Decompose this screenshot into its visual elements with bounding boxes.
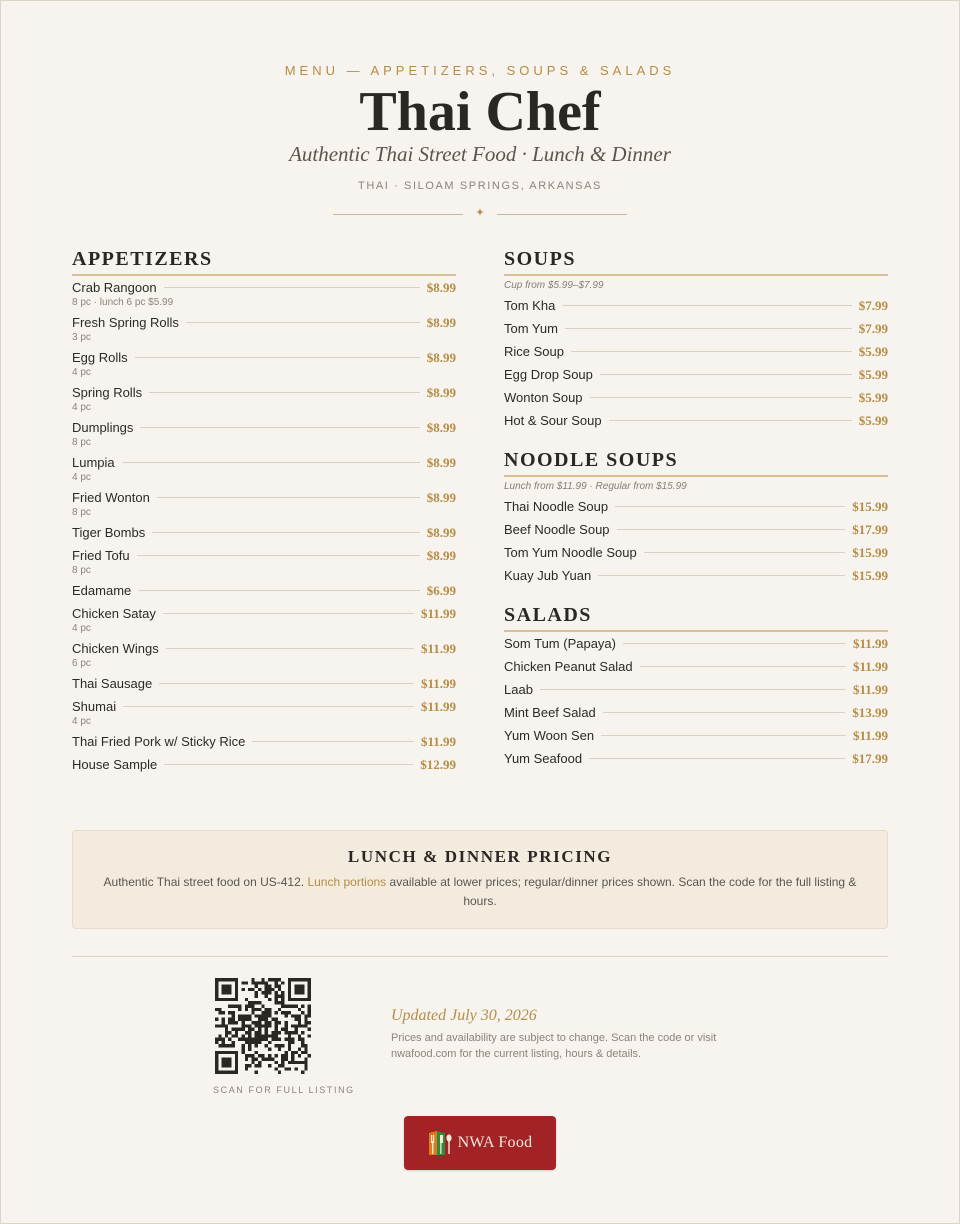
menu-item-row — [72, 312, 456, 334]
menu-item — [72, 312, 456, 344]
menu-item-name: Beef Noodle Soup — [504, 522, 610, 537]
menu-item — [504, 410, 888, 432]
lunch-portions-highlight: Lunch portions — [307, 875, 387, 889]
pricing-callout — [72, 830, 888, 929]
menu-item-price: $5.99 — [858, 344, 888, 359]
menu-item — [72, 754, 456, 776]
menu-item-row — [504, 702, 888, 724]
location-line: THAI · SILOAM SPRINGS, ARKANSAS — [358, 180, 602, 192]
dot-leader — [137, 555, 420, 556]
menu-item — [72, 580, 456, 602]
menu-item-price: $8.99 — [426, 280, 456, 295]
menu-item-name: Kuay Jub Yuan — [504, 568, 592, 583]
menu-item-price: $8.99 — [426, 490, 456, 505]
menu-item — [72, 417, 456, 449]
menu-item-price: $8.99 — [426, 548, 456, 563]
right-column — [504, 247, 888, 770]
qr-block — [213, 978, 353, 1095]
menu-item — [504, 542, 888, 564]
menu-item-name: Som Tum (Papaya) — [504, 636, 616, 651]
dot-leader — [186, 322, 420, 323]
menu-item-row — [72, 417, 456, 439]
menu-item-price: $8.99 — [426, 420, 456, 435]
menu-item-price: $11.99 — [420, 699, 456, 714]
menu-item-name: Shumai — [72, 699, 117, 714]
menu-item-note: 8 pc — [72, 437, 91, 448]
menu-kicker: MENU — APPETIZERS, SOUPS & SALADS — [284, 63, 676, 78]
menu-item-row — [504, 318, 888, 340]
menu-item-price: $11.99 — [420, 734, 456, 749]
left-column — [72, 247, 456, 776]
qr-code-icon[interactable] — [215, 978, 311, 1074]
menu-item — [504, 295, 888, 317]
menu-item-price: $11.99 — [852, 636, 888, 651]
menu-item — [504, 364, 888, 386]
menu-item-name: Thai Fried Pork w/ Sticky Rice — [72, 734, 246, 749]
salads-list — [504, 633, 888, 770]
menu-item-name: Mint Beef Salad — [504, 705, 596, 720]
menu-item-row — [72, 754, 456, 776]
menu-item — [504, 341, 888, 363]
star-ornament-icon: ✦ — [475, 207, 485, 219]
menu-item-name: Thai Noodle Soup — [504, 499, 609, 514]
menu-item-row — [72, 603, 456, 625]
menu-item-price: $8.99 — [426, 385, 456, 400]
menu-item-name: House Sample — [72, 757, 158, 772]
menu-item-row — [504, 679, 888, 701]
menu-item — [72, 277, 456, 309]
menu-item-row — [72, 731, 456, 753]
dot-leader — [166, 648, 414, 649]
menu-item-price: $5.99 — [858, 367, 888, 382]
menu-item — [504, 679, 888, 701]
utensils-logo-icon — [428, 1129, 454, 1157]
soups-section — [504, 247, 888, 432]
menu-item-row — [72, 347, 456, 369]
menu-item — [72, 452, 456, 484]
menu-item-price: $12.99 — [420, 757, 456, 772]
ornament-divider — [333, 206, 627, 222]
dot-leader — [540, 689, 846, 690]
menu-item-row — [504, 519, 888, 541]
menu-item — [72, 347, 456, 379]
menu-item-price: $8.99 — [426, 455, 456, 470]
dot-leader — [640, 666, 846, 667]
dot-leader — [601, 735, 846, 736]
menu-item-name: Chicken Wings — [72, 641, 159, 656]
footer-divider — [72, 956, 888, 957]
menu-item-row — [504, 725, 888, 747]
dot-leader — [609, 420, 852, 421]
restaurant-name: Thai Chef — [359, 81, 601, 143]
menu-item-name: Laab — [504, 682, 533, 697]
dot-leader — [163, 613, 414, 614]
dot-leader — [164, 287, 420, 288]
menu-item-price: $5.99 — [858, 413, 888, 428]
menu-item-name: Edamame — [72, 583, 132, 598]
menu-item-name: Chicken Satay — [72, 606, 156, 621]
menu-item-name: Spring Rolls — [72, 385, 143, 400]
menu-item-name: Tiger Bombs — [72, 525, 146, 540]
dot-leader — [623, 643, 846, 644]
menu-item — [504, 748, 888, 770]
menu-item-row — [504, 565, 888, 587]
section-title: NOODLE SOUPS — [504, 448, 888, 477]
menu-item-price: $8.99 — [426, 315, 456, 330]
menu-item-price: $6.99 — [426, 583, 456, 598]
menu-item-name: Egg Rolls — [72, 350, 128, 365]
updated-date: Updated July 30, 2026 — [391, 1007, 537, 1024]
menu-item-name: Fried Wonton — [72, 490, 150, 505]
menu-item-row — [72, 580, 456, 602]
menu-item-price: $5.99 — [858, 390, 888, 405]
menu-item-row — [72, 487, 456, 509]
menu-item-name: Tom Yum Noodle Soup — [504, 545, 637, 560]
menu-item-note: 8 pc — [72, 507, 91, 518]
menu-item-row — [72, 545, 456, 567]
menu-item-price: $7.99 — [858, 298, 888, 313]
menu-item — [504, 725, 888, 747]
menu-item-name: Chicken Peanut Salad — [504, 659, 633, 674]
menu-item-name: Rice Soup — [504, 344, 564, 359]
dot-leader — [157, 497, 420, 498]
update-info — [391, 1007, 751, 1062]
menu-item-note: 8 pc — [72, 565, 91, 576]
menu-item-row — [72, 638, 456, 660]
menu-item-row — [504, 341, 888, 363]
dot-leader — [152, 532, 420, 533]
dot-leader — [617, 529, 846, 530]
menu-item-row — [504, 633, 888, 655]
section-title: APPETIZERS — [72, 247, 456, 276]
menu-item-price: $11.99 — [852, 728, 888, 743]
section-note: Lunch from $11.99 · Regular from $15.99 — [504, 481, 687, 492]
menu-item-row — [72, 277, 456, 299]
dot-leader — [603, 712, 845, 713]
menu-item — [72, 545, 456, 577]
nwa-food-logo[interactable] — [404, 1116, 556, 1170]
menu-item — [72, 638, 456, 670]
pricing-title: LUNCH & DINNER PRICING — [347, 847, 613, 866]
menu-item-price: $8.99 — [426, 525, 456, 540]
dot-leader — [138, 590, 420, 591]
menu-item-name: Wonton Soup — [504, 390, 583, 405]
dot-leader — [615, 506, 845, 507]
menu-item-price: $15.99 — [852, 545, 888, 560]
menu-item-price: $17.99 — [852, 751, 888, 766]
menu-item — [72, 696, 456, 728]
menu-item — [504, 656, 888, 678]
menu-item — [72, 522, 456, 544]
dot-leader — [644, 552, 846, 553]
logo-text: NWA Food — [457, 1134, 533, 1151]
menu-item-row — [72, 452, 456, 474]
menu-item-row — [72, 696, 456, 718]
menu-item — [504, 565, 888, 587]
menu-item-name: Tom Yum — [504, 321, 558, 336]
appetizers-section — [72, 247, 456, 776]
menu-item-name: Yum Seafood — [504, 751, 583, 766]
menu-item-price: $13.99 — [852, 705, 888, 720]
ornament-line-right — [497, 214, 627, 215]
menu-item — [504, 496, 888, 518]
dot-leader — [598, 575, 845, 576]
menu-item-price: $15.99 — [852, 568, 888, 583]
salads-section — [504, 603, 888, 770]
menu-item-price: $8.99 — [426, 350, 456, 365]
menu-item — [72, 382, 456, 414]
menu-item — [504, 633, 888, 655]
menu-item-row — [504, 542, 888, 564]
section-note: Cup from $5.99–$7.99 — [504, 280, 604, 291]
dot-leader — [252, 741, 414, 742]
noodle-soups-list — [504, 496, 888, 587]
menu-item-note: 4 pc — [72, 472, 91, 483]
menu-item-note: 4 pc — [72, 716, 91, 727]
menu-item-price: $11.99 — [420, 606, 456, 621]
menu-item-price: $15.99 — [852, 499, 888, 514]
menu-item-name: Fresh Spring Rolls — [72, 315, 179, 330]
menu-item-note: 4 pc — [72, 623, 91, 634]
dot-leader — [123, 706, 414, 707]
menu-item-row — [504, 364, 888, 386]
menu-item — [504, 387, 888, 409]
dot-leader — [600, 374, 852, 375]
tagline: Authentic Thai Street Food · Lunch & Dinner — [289, 142, 671, 166]
menu-item-row — [72, 673, 456, 695]
section-title: SALADS — [504, 603, 888, 632]
section-title: SOUPS — [504, 247, 888, 276]
menu-item — [72, 487, 456, 519]
dot-leader — [159, 683, 414, 684]
menu-item — [504, 318, 888, 340]
menu-item-name: Thai Sausage — [72, 676, 153, 691]
menu-item-name: Hot & Sour Soup — [504, 413, 602, 428]
menu-item-note: 4 pc — [72, 367, 91, 378]
menu-item — [504, 519, 888, 541]
dot-leader — [164, 764, 413, 765]
dot-leader — [565, 328, 852, 329]
menu-item-name: Crab Rangoon — [72, 280, 157, 295]
menu-item — [72, 603, 456, 635]
menu-item-price: $17.99 — [852, 522, 888, 537]
menu-item-row — [504, 295, 888, 317]
dot-leader — [571, 351, 852, 352]
menu-item-row — [504, 496, 888, 518]
menu-item-name: Yum Woon Sen — [504, 728, 595, 743]
dot-leader — [590, 397, 852, 398]
menu-item-row — [504, 387, 888, 409]
menu-item-price: $11.99 — [852, 682, 888, 697]
menu-item-row — [72, 522, 456, 544]
menu-item-note: 8 pc · lunch 6 pc $5.99 — [72, 297, 174, 308]
menu-item-note: 3 pc — [72, 332, 91, 343]
menu-item-row — [72, 382, 456, 404]
dot-leader — [589, 758, 845, 759]
dot-leader — [122, 462, 420, 463]
dot-leader — [140, 427, 419, 428]
menu-item-price: $11.99 — [420, 676, 456, 691]
menu-item-name: Egg Drop Soup — [504, 367, 593, 382]
menu-item-name: Fried Tofu — [72, 548, 130, 563]
menu-item-note: 6 pc — [72, 658, 91, 669]
noodle-soups-section — [504, 448, 888, 587]
pricing-text-end: available at lower prices; regular/dinner prices shown. Scan the code for the full listing & hours. — [386, 875, 857, 908]
menu-item — [72, 731, 456, 753]
pricing-text — [97, 873, 863, 911]
dot-leader — [562, 305, 851, 306]
appetizers-list — [72, 277, 456, 776]
menu-item-note: 4 pc — [72, 402, 91, 413]
menu-item-name: Tom Kha — [504, 298, 556, 313]
dot-leader — [149, 392, 420, 393]
pricing-text-start: Authentic Thai street food on US-412. — [103, 875, 308, 889]
menu-item-row — [504, 656, 888, 678]
updated-note: Prices and availability are subject to change. Scan the code or visit nwafood.com for the current listing, hours & details. — [391, 1032, 717, 1060]
qr-caption: SCAN FOR FULL LISTING — [213, 1085, 355, 1095]
menu-item-price: $7.99 — [858, 321, 888, 336]
menu-item — [504, 702, 888, 724]
soups-list — [504, 295, 888, 432]
dot-leader — [135, 357, 420, 358]
menu-item — [72, 673, 456, 695]
menu-item-row — [504, 748, 888, 770]
menu-item-name: Dumplings — [72, 420, 134, 435]
menu-item-price: $11.99 — [420, 641, 456, 656]
menu-item-price: $11.99 — [852, 659, 888, 674]
menu-item-name: Lumpia — [72, 455, 115, 470]
menu-item-row — [504, 410, 888, 432]
